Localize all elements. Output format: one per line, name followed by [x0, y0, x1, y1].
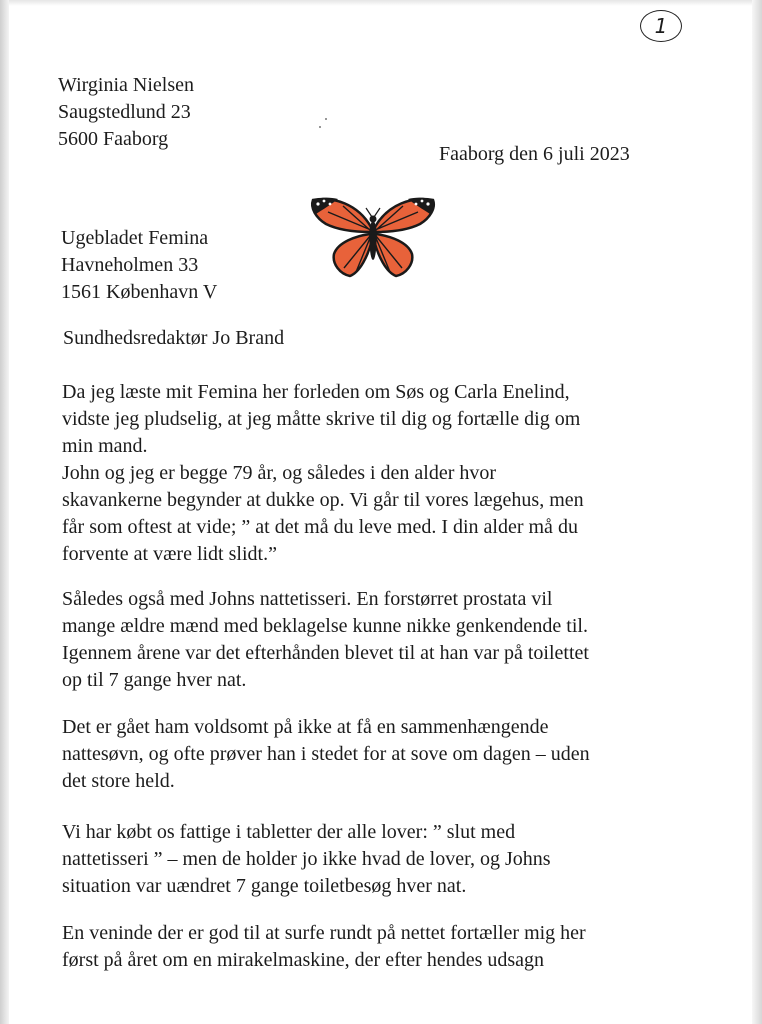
paragraph-line: mange ældre mænd med beklagelse kunne nikke genkendende til. — [62, 615, 588, 637]
paragraph-line: John og jeg er begge 79 år, og således i den alder hvor — [62, 462, 497, 484]
recipient-address — [61, 225, 217, 306]
paragraph-line: vidste jeg pludselig, at jeg måtte skrive til dig og fortælle dig om — [62, 408, 581, 430]
paragraph-3 — [62, 714, 590, 795]
scan-edge-top — [0, 0, 762, 6]
paragraph-line: nattetisseri ” – men de holder jo ikke hvad de lover, og Johns — [62, 848, 551, 870]
paragraph-line: Igennem årene var det efterhånden blevet til at han var på toilettet — [62, 642, 589, 664]
paragraph-line: min mand. — [62, 435, 148, 457]
paragraph-line: Det er gået ham voldsomt på ikke at få en sammenhængende — [62, 716, 549, 738]
paragraph-line: nattesøvn, og ofte prøver han i stedet for at sove om dagen – uden — [62, 743, 590, 765]
date-line: Faaborg den 6 juli 2023 — [439, 143, 630, 165]
recipient-street: Havneholmen 33 — [61, 254, 199, 276]
scan-speck — [319, 126, 321, 128]
paragraph-1 — [62, 379, 584, 568]
paragraph-line: får som oftest at vide; ” at det må du leve med. I din alder må du — [62, 516, 578, 538]
sender-city: 5600 Faaborg — [58, 128, 169, 150]
sender-address — [58, 72, 194, 153]
scan-speck — [325, 118, 327, 120]
paragraph-line: Da jeg læste mit Femina her forleden om Søs og Carla Enelind, — [62, 381, 570, 403]
salutation: Sundhedsredaktør Jo Brand — [63, 327, 285, 349]
scan-edge-left — [0, 0, 9, 1024]
paragraph-4 — [62, 819, 551, 900]
paragraph-line: op til 7 gange hver nat. — [62, 669, 247, 691]
recipient-name: Ugebladet Femina — [61, 227, 209, 249]
paragraph-line: En veninde der er god til at surfe rundt på nettet fortæller mig her — [62, 922, 586, 944]
paragraph-line: forvente at være lidt slidt.” — [62, 543, 277, 565]
butterfly-icon — [308, 192, 438, 282]
paragraph-line: Vi har købt os fattige i tabletter der alle lover: ” slut med — [62, 821, 516, 843]
page-number: 1 — [640, 10, 682, 42]
scan-edge-right — [752, 0, 762, 1024]
paragraph-5 — [62, 920, 586, 974]
sender-street: Saugstedlund 23 — [58, 101, 191, 123]
recipient-city: 1561 København V — [61, 281, 218, 303]
paragraph-2 — [62, 586, 589, 694]
paragraph-line: situation var uændret 7 gange toiletbesøg hver nat. — [62, 875, 467, 897]
paragraph-line: det store held. — [62, 770, 175, 792]
paragraph-line: Således også med Johns nattetisseri. En forstørret prostata vil — [62, 588, 553, 610]
sender-name: Wirginia Nielsen — [58, 74, 195, 96]
paragraph-line: først på året om en mirakelmaskine, der efter hendes udsagn — [62, 949, 545, 971]
paragraph-line: skavankerne begynder at dukke op. Vi går til vores lægehus, men — [62, 489, 584, 511]
